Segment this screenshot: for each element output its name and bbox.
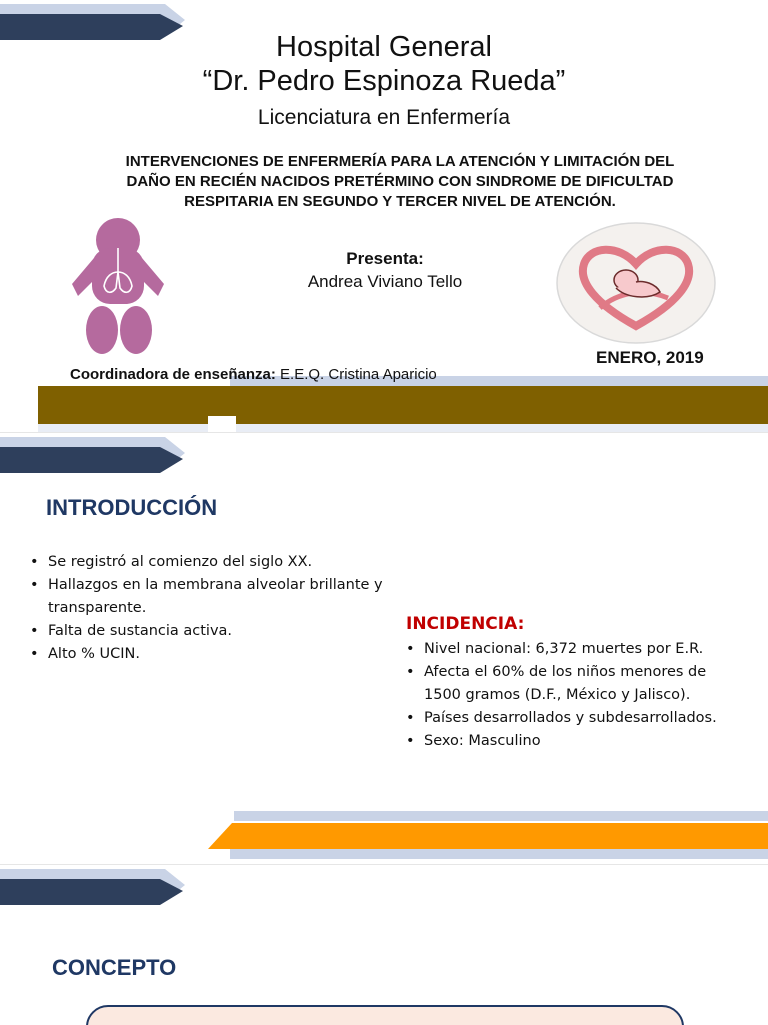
list-item: • Falta de sustancia activa. <box>30 620 400 643</box>
heart-mother-baby-logo <box>556 222 716 344</box>
program-name: Licenciatura en Enfermería <box>257 106 511 129</box>
top-left-ribbon <box>0 433 200 483</box>
coordinator-label: Coordinadora de enseñanza: <box>70 366 276 383</box>
presenta-label: Presenta: <box>346 249 424 268</box>
concept-slide <box>0 864 768 1025</box>
orange-banner <box>0 809 768 865</box>
list-item: • Países desarrollados y subdesarrollados. <box>406 707 736 730</box>
hospital-name-line2: “Dr. Pedro Espinoza Rueda” <box>202 65 566 97</box>
thesis-line3: RESPITARIA EN SEGUNDO Y TERCER NIVEL DE ATENCIÓN. <box>184 193 616 210</box>
list-item: • Afecta el 60% de los niños menores de 1500 gramos (D.F., México y Jalisco). <box>406 661 736 707</box>
list-item: • Se registró al comienzo del siglo XX. <box>30 551 400 574</box>
list-item: • Nivel nacional: 6,372 muertes por E.R. <box>406 638 736 661</box>
title-slide <box>0 0 768 432</box>
intro-list <box>30 551 400 666</box>
list-item: • Hallazgos en la membrana alveolar brillante y transparente. <box>30 574 400 620</box>
coordinator-line <box>70 366 437 383</box>
incidence-list <box>406 638 736 753</box>
date-label: ENERO, 2019 <box>596 348 704 367</box>
list-item: • Alto % UCIN. <box>30 643 400 666</box>
hospital-name <box>0 30 768 98</box>
top-left-ribbon <box>0 865 200 915</box>
incidence-title: INCIDENCIA: <box>406 614 525 634</box>
presenter-name: Andrea Viviano Tello <box>307 272 463 291</box>
list-item: • Sexo: Masculino <box>406 730 736 753</box>
premature-baby-lungs-icon <box>66 214 168 356</box>
thesis-line2: DAÑO EN RECIÉN NACIDOS PRETÉRMINO CON SINDROME DE DIFICULTAD <box>126 173 674 190</box>
concept-title: CONCEPTO <box>52 955 177 980</box>
introduction-slide <box>0 432 768 865</box>
concept-box <box>86 1005 684 1025</box>
thesis-line1: INTERVENCIONES DE ENFERMERÍA PARA LA ATENCIÓN Y LIMITACIÓN DEL <box>125 153 675 170</box>
introduction-title: INTRODUCCIÓN <box>46 495 218 520</box>
hospital-name-line1: Hospital General <box>276 31 492 63</box>
thesis-title <box>80 152 720 212</box>
coordinator-name: E.E.Q. Cristina Aparicio <box>275 366 437 383</box>
